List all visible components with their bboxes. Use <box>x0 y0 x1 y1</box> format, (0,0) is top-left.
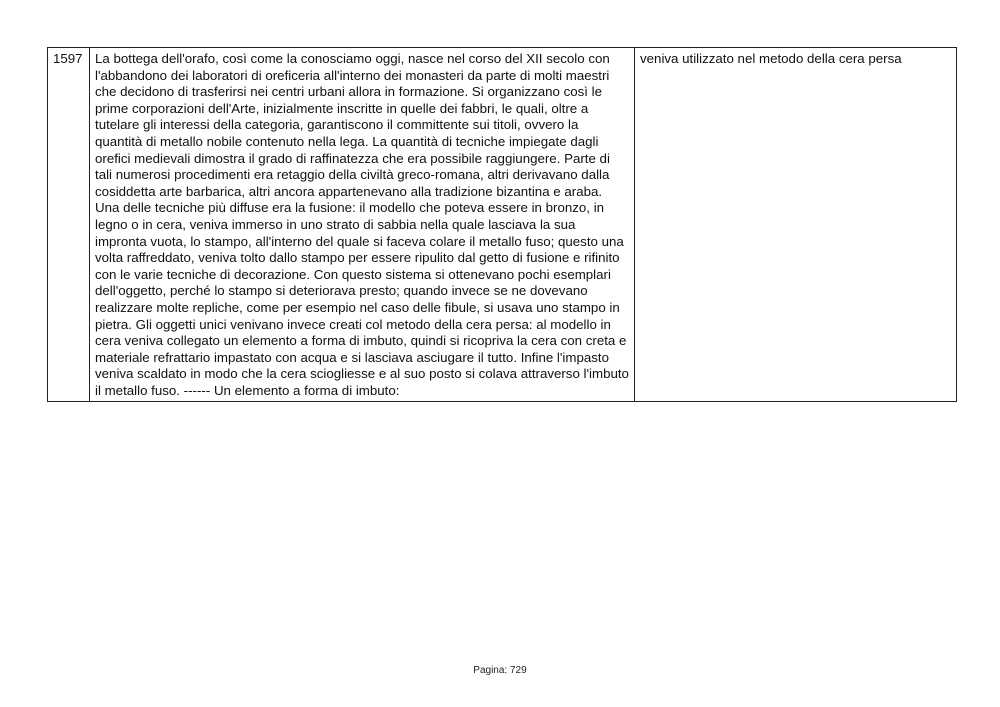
table-row <box>48 48 957 402</box>
question-table <box>47 47 957 402</box>
page-number: Pagina: 729 <box>473 665 527 676</box>
record-id-cell: 1597 <box>48 48 90 402</box>
record-text-cell: La bottega dell'orafo, così come la conosciamo oggi, nasce nel corso del XII secolo con l'abbandono dei laboratori di oreficeria all'interno dei monasteri da parte di molti maestri che decidono di trasferirsi nei centri urbani allora in formazione. Si organizzano così le prime corporazioni dell'Arte, inizialmente inscritte in quelle dei fabbri, le quali, oltre a tutelare gli interessi della categoria, garantiscono il committente sui titoli, ovvero la quantità di metallo nobile contenuto nella lega. La quantità di tecniche impiegate dagli orefici medievali dimostra il grado di raffinatezza che era possibile raggiungere. Parte di tali numerosi procedimenti era retaggio della civiltà greco-romana, altri derivavano dalla cosiddetta arte barbarica, altri ancora appartenevano alla tradizione bizantina e araba. Una delle tecniche più diffuse era la fusione: il modello che poteva essere in bronzo, in legno o in cera, veniva immerso in uno strato di sabbia nella quale lasciava la sua impronta vuota, lo stampo, all'interno del quale si faceva colare il metallo fuso; questo una volta raffreddato, veniva tolto dallo stampo per essere ripulito dal getto di fusione e rifinito con le varie tecniche di decorazione. Con questo sistema si ottenevano pochi esemplari dell'oggetto, perché lo stampo si deteriorava presto; quando invece se ne dovevano realizzare molte repliche, come per esempio nel caso delle fibule, si usava uno stampo in pietra. Gli oggetti unici venivano invece creati col metodo della cera persa: al modello in cera veniva collegato un elemento a forma di imbuto, quindi si ricopriva la cera con creta e materiale refrattario impastato con acqua e si lasciava asciugare il tutto. Infine l'impasto veniva scaldato in modo che la cera sciogliesse e al suo posto si colava attraverso l'imbuto il metallo fuso. ------ Un elemento a forma di imbuto: <box>90 48 635 402</box>
record-answer-cell: veniva utilizzato nel metodo della cera persa <box>635 48 957 402</box>
